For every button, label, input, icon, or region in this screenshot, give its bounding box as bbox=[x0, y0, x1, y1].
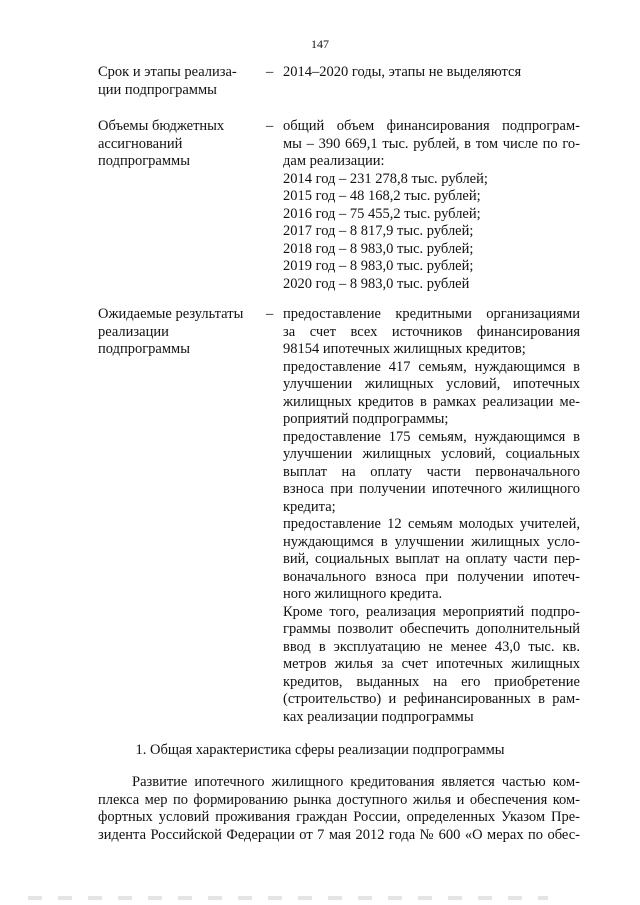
value-line: взноса при получении ипотечного жилищного bbox=[283, 481, 580, 497]
row-label bbox=[98, 306, 258, 359]
value-line: кредитов, выданных на его приобретение bbox=[283, 673, 580, 690]
value-line: ного жилищного кредита. bbox=[283, 586, 443, 602]
label-line: Срок и этапы реализа- bbox=[98, 64, 237, 80]
value-line: роприятий подпрограммы; bbox=[283, 411, 449, 427]
body-line: Развитие ипотечного жилищного кредитования является частью ком- bbox=[132, 774, 580, 790]
value-line: улучшении жилищных условий, социальных bbox=[283, 446, 580, 462]
value-line: предоставление 175 семьям, нуждающимся в bbox=[283, 428, 580, 445]
value-line: вий, социальных выплат на оплату части пер- bbox=[283, 551, 580, 567]
label-line: подпрограммы bbox=[98, 153, 190, 169]
row-value bbox=[283, 306, 580, 726]
value-line: предоставление кредитными организациями bbox=[283, 306, 580, 322]
section-heading: 1. Общая характеристика сферы реализации подпрограммы bbox=[135, 742, 505, 758]
label-line: Объемы бюджетных bbox=[98, 118, 225, 134]
value-line: 2020 год – 8 983,0 тыс. рублей bbox=[283, 275, 470, 292]
label-line: подпрограммы bbox=[98, 341, 190, 357]
value-line: Кроме того, реализация мероприятий подпро- bbox=[283, 603, 580, 620]
value-line: за счет всех источников финансирования bbox=[283, 323, 580, 340]
row-dash: – bbox=[266, 118, 274, 134]
label-line: ассигнований bbox=[98, 135, 183, 152]
value-line: мы – 390 669,1 тыс. рублей, в том числе по го- bbox=[283, 135, 580, 152]
value-line: 2019 год – 8 983,0 тыс. рублей; bbox=[283, 258, 474, 274]
label-line: ции подпрограммы bbox=[98, 81, 217, 98]
value-line: 98154 ипотечных жилищных кредитов; bbox=[283, 341, 526, 357]
row-label bbox=[98, 64, 258, 99]
value-line: кредита; bbox=[283, 498, 336, 515]
value-line: дам реализации: bbox=[283, 153, 385, 169]
value-line: 2015 год – 48 168,2 тыс. рублей; bbox=[283, 188, 481, 204]
value-line: 2018 год – 8 983,0 тыс. рублей; bbox=[283, 240, 474, 257]
value-line: общий объем финансирования подпрограм- bbox=[283, 118, 580, 134]
page-number: 147 bbox=[311, 37, 329, 51]
body-line: фортных условий проживания граждан России, определенных Указом Пре- bbox=[98, 809, 580, 825]
label-line: реализации bbox=[98, 323, 169, 340]
body-line: зидента Российской Федерации от 7 мая 2012 года № 600 «О мерах по обес- bbox=[98, 826, 580, 843]
value-line: выплат на оплату части первоначального bbox=[283, 463, 580, 480]
value-line: ках реализации подпрограммы bbox=[283, 708, 474, 725]
body-line: плекса мер по формированию рынка доступного жилья и обеспечения ком- bbox=[98, 791, 580, 808]
value-line: метров жилья за счет ипотечных жилищных bbox=[283, 656, 580, 672]
value-line: 2014–2020 годы, этапы не выделяются bbox=[283, 64, 522, 80]
label-line: Ожидаемые результаты bbox=[98, 306, 244, 322]
value-line: граммы позволит обеспечить дополнительный bbox=[283, 621, 580, 637]
row-dash: – bbox=[266, 306, 274, 322]
row-value bbox=[283, 64, 580, 82]
value-line: нуждающимся в улучшении жилищных усло- bbox=[283, 533, 580, 550]
value-line: предоставление 12 семьям молодых учителей, bbox=[283, 516, 580, 532]
scan-artifact bbox=[28, 896, 548, 900]
row-value bbox=[283, 118, 580, 293]
value-line: ввод в эксплуатацию не менее 43,0 тыс. кв. bbox=[283, 638, 580, 655]
value-line: 2016 год – 75 455,2 тыс. рублей; bbox=[283, 205, 481, 222]
value-line: жилищных кредитов в рамках реализации ме- bbox=[283, 393, 580, 410]
value-line: предоставление 417 семьям, нуждающимся в bbox=[283, 358, 580, 375]
row-label bbox=[98, 118, 258, 171]
body-paragraph bbox=[98, 774, 580, 844]
value-line: (строительство) и рефинансированных в рам- bbox=[283, 691, 580, 707]
value-line: воначального взноса при получении ипотеч- bbox=[283, 568, 580, 585]
value-line: 2017 год – 8 817,9 тыс. рублей; bbox=[283, 223, 474, 239]
row-dash: – bbox=[266, 64, 274, 80]
value-line: улучшении жилищных условий, ипотечных bbox=[283, 376, 580, 392]
value-line: 2014 год – 231 278,8 тыс. рублей; bbox=[283, 170, 488, 187]
